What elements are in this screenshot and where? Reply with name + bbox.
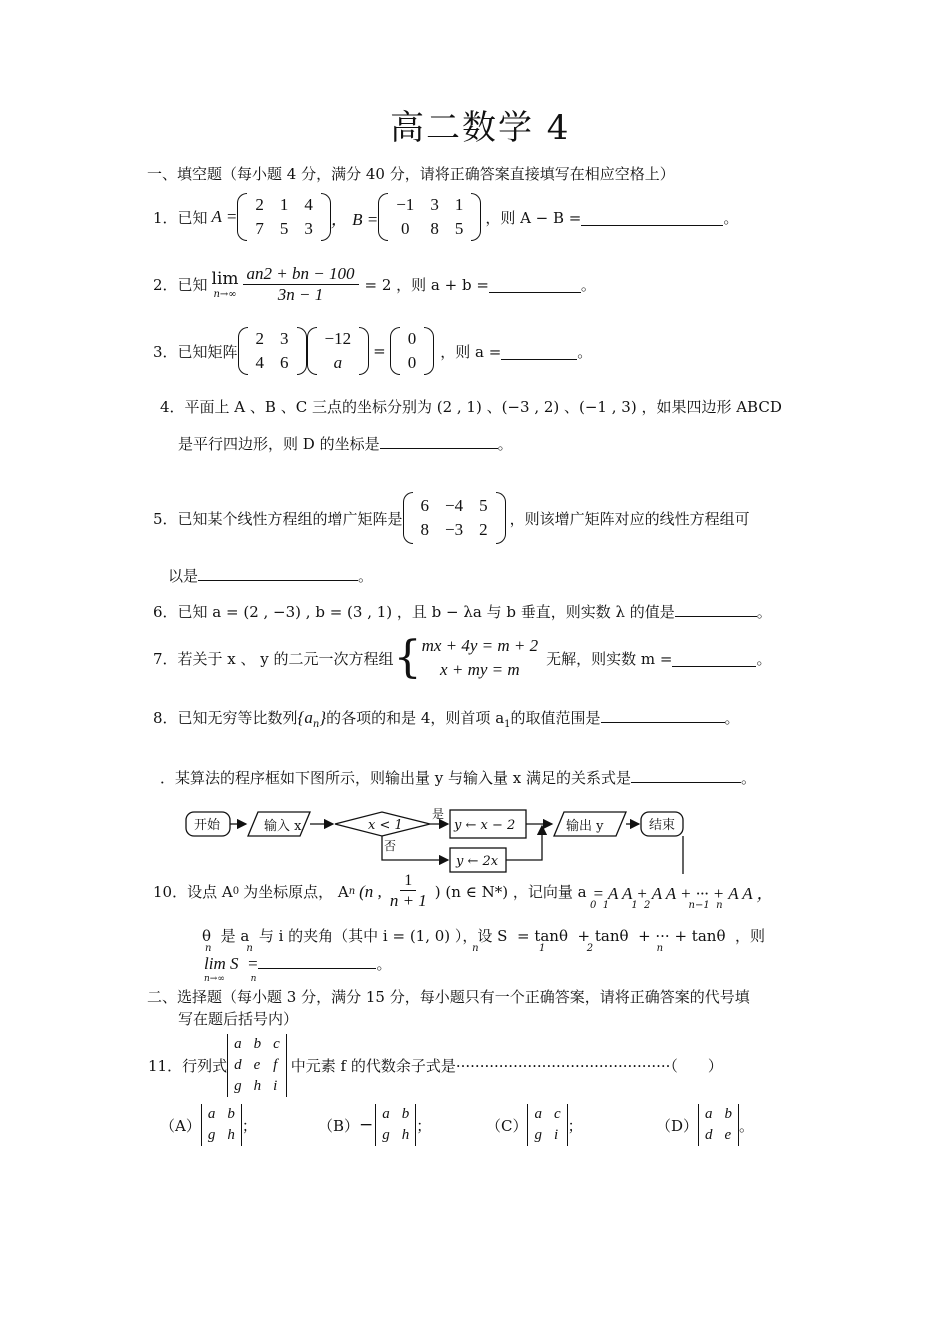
section-2-heading-line-2: 写在题后括号内）: [178, 1010, 299, 1028]
question-10-line-2: θ 是 a 与 i 的夹角（其中 i = (1, 0) ），设 S = tanθ + tanθ + ··· + tanθ ，则: [202, 927, 766, 945]
q4-end: 。: [497, 435, 513, 453]
flow-process-1-label: y ← x − 2: [454, 818, 516, 833]
q3-question: ，则 a =: [440, 342, 502, 361]
option-b-sign: −: [359, 1115, 374, 1135]
flow-no-label: 否: [384, 839, 397, 853]
question-4-line-1: 4．平面上 A 、B 、C 三点的坐标分别为 (2 , 1) 、(−3 , 2) 、(−1 , 3) ，如果四边形 ABCD: [160, 398, 782, 416]
q4-answer-blank[interactable]: [380, 432, 498, 449]
option-c-determinant: a c g i: [527, 1104, 567, 1146]
q8-prefix: 8．已知无穷等比数列: [153, 709, 298, 727]
option-a-label: （A）: [160, 1116, 201, 1135]
q11-determinant: a b c d e f g h i: [227, 1034, 287, 1097]
q10-prefix: 10．设点 A: [153, 883, 233, 901]
q3-end: 。: [577, 342, 593, 361]
page-title: 高二数学 4: [390, 108, 571, 148]
q8-answer-blank[interactable]: [601, 706, 725, 723]
flow-output-label: 输出 y: [566, 819, 604, 834]
q3-answer-blank[interactable]: [501, 343, 577, 360]
flow-condition-label: x < 1: [368, 818, 403, 833]
option-d-determinant: a b d e: [698, 1104, 739, 1146]
question-7: [153, 632, 772, 683]
option-a-end: ；: [241, 1116, 257, 1135]
q6-answer-blank[interactable]: [675, 600, 757, 617]
q2-limit: lim n→∞: [211, 269, 239, 300]
question-11: [148, 1034, 723, 1097]
q3-matrix-3: 0 0: [390, 327, 435, 375]
q3-equals: =: [373, 342, 386, 360]
option-c-label: （C）: [486, 1116, 528, 1135]
q1-answer-blank[interactable]: [581, 209, 723, 226]
option-c[interactable]: [486, 1104, 583, 1146]
q10-answer-blank[interactable]: [258, 952, 376, 969]
option-b-end: ；: [416, 1116, 432, 1135]
q2-end: 。: [580, 276, 596, 294]
q3-matrix-1: 2 3 4 6: [238, 327, 307, 375]
q5-answer-blank[interactable]: [198, 564, 358, 581]
question-9: [160, 766, 756, 788]
q1-matrix-a-label: A =: [211, 207, 238, 226]
q1-matrix-b: −1 3 1 0 8 5: [378, 193, 481, 241]
question-2: [153, 264, 596, 305]
section-1-heading: 一、填空题（每小题 4 分，满分 40 分，请将正确答案直接填写在相应空格上）: [147, 165, 675, 183]
q1-prefix: 1．已知: [153, 208, 208, 227]
q10-limit: lim S =: [204, 954, 259, 973]
q10-vector-sum: = A A + A A + ··· + A A ，: [592, 884, 774, 903]
q10-subn: n: [348, 886, 356, 897]
q10-limit-subscript: n→∞ n: [204, 974, 257, 984]
q7-prefix: 7．若关于 x 、 y 的二元一次方程组: [153, 649, 394, 668]
q2-answer-blank[interactable]: [489, 276, 581, 293]
q10-coord: (n ,: [359, 881, 382, 901]
option-a-determinant: a b g h: [201, 1104, 242, 1146]
q10-vector-subscripts: 0 1 1 2 n−1 n: [590, 900, 723, 911]
q9-answer-blank[interactable]: [631, 766, 741, 783]
q10-vector-def: ) (n ∈ N*) ，记向量 a: [434, 883, 587, 901]
option-d-label: （D）: [656, 1116, 699, 1135]
flow-process-2-label: y ← 2x: [456, 854, 499, 869]
q10-point: 为坐标原点， A: [243, 883, 349, 901]
q5-end: 。: [358, 567, 374, 585]
q2-question: = 2 ，则 a + b =: [364, 276, 489, 294]
option-c-end: ；: [567, 1116, 583, 1135]
q7-question: 无解，则实数 m =: [546, 649, 673, 668]
flow-start-label: 开始: [194, 818, 221, 833]
q8-sub: n: [312, 719, 320, 730]
flow-end-label: 结束: [649, 818, 676, 833]
question-3: [153, 327, 592, 375]
question-4-line-2: [178, 432, 513, 454]
q8-end: 。: [724, 709, 740, 727]
q5-question: ，则该增广矩阵对应的线性方程组可: [509, 509, 750, 528]
q7-end: 。: [756, 649, 772, 668]
q8-sub1: 1: [504, 719, 511, 730]
q8-sequence: {a: [297, 708, 313, 727]
q5-prefix: 5．已知某个线性方程组的增广矩阵是: [153, 509, 403, 528]
q10-fraction: $\frac{1}{n + 1}$: [389, 872, 427, 910]
question-5-line-2: [168, 564, 373, 586]
q9-end: 。: [741, 769, 757, 787]
q7-system: mx + 4y = m + 2 x + my = m: [421, 636, 539, 679]
q10-end: 。: [376, 955, 392, 973]
q1-matrix-b-label: ， B =: [330, 209, 379, 229]
q3-prefix: 3．已知矩阵: [153, 342, 238, 361]
q3-matrix-2: −12 a: [307, 327, 370, 375]
option-b-determinant: a b g h: [375, 1104, 416, 1146]
question-5: [153, 492, 750, 544]
option-d[interactable]: [656, 1104, 754, 1146]
question-10-line-3: [204, 952, 391, 974]
question-8: [153, 706, 740, 730]
q2-fraction: $\frac{an2 + bn - 100}{3n - 1}$: [243, 264, 359, 305]
flow-input-label: 输入 x: [264, 819, 302, 834]
q8-middle: 的各项的和是 4，则首项 a: [326, 709, 505, 727]
q10-line2-subscripts: n n n 1 2 n: [205, 943, 664, 954]
option-a[interactable]: [160, 1104, 257, 1146]
q7-brace: {: [393, 632, 422, 683]
q1-question: ，则 A − B =: [485, 208, 582, 227]
q7-answer-blank[interactable]: [672, 650, 756, 667]
q1-matrix-a: 2 1 4 7 5 3: [237, 193, 331, 241]
q10-sub0: 0: [232, 886, 240, 897]
q5-augmented-matrix: 6 −4 5 8 −3 2: [403, 492, 506, 544]
q4-question: 是平行四边形，则 D 的坐标是: [178, 435, 380, 453]
q8-question: 的取值范围是: [510, 709, 601, 727]
q9-question: ．某算法的程序框如下图所示，则输出量 y 与输入量 x 满足的关系式是: [160, 769, 632, 787]
option-d-end: 。: [739, 1116, 755, 1135]
q6-question: 6．已知 a = (2 , −3) , b = (3 , 1) ，且 b − λa 与 b 垂直，则实数 λ 的值是: [153, 603, 675, 621]
flow-yes-label: 是: [432, 807, 445, 821]
question-1: [153, 193, 738, 241]
q11-question: 中元素 f 的代数余子式是·············································（ ）: [290, 1057, 723, 1075]
q1-end: 。: [723, 208, 739, 227]
option-b[interactable]: [318, 1104, 431, 1146]
q5-line2-text: 以是: [168, 567, 199, 585]
question-6: [153, 600, 772, 622]
q8-close: }: [319, 708, 327, 727]
option-b-label: （B）: [318, 1116, 360, 1135]
q2-prefix: 2．已知: [153, 276, 208, 294]
q11-prefix: 11．行列式: [148, 1057, 228, 1075]
section-2-heading: 二、选择题（每小题 3 分，满分 15 分，每小题只有一个正确答案，请将正确答案的代号填: [147, 988, 750, 1006]
algorithm-flowchart: [180, 800, 700, 880]
q6-end: 。: [756, 603, 772, 621]
